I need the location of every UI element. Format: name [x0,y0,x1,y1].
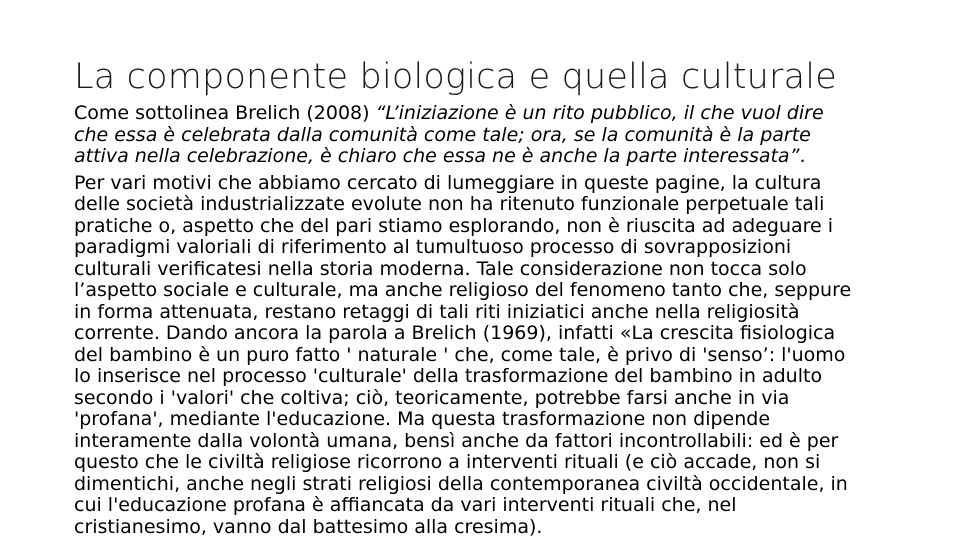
quote-text: che essa è celebrata dalla comunità come tale; ora, se la comunità è la parte [74,123,811,146]
text-line [74,146,944,168]
text-line: interamente dalla volontà umana, bensì anche da fattori incontrollabili: ed è per [74,429,839,452]
quote-text: attiva nella celebrazione, è chiaro che essa ne è anche la parte interessata” [74,145,800,167]
text-line [74,103,944,125]
paragraph-quote-brelich-2008 [74,103,944,168]
slide-body [74,103,944,538]
text-line: culturali verificatesi nella storia moderna. Tale considerazione non tocca solo [74,257,807,280]
text-line: pratiche o, aspetto che del pari stiamo esplorando, non è riuscita ad adeguare i [74,214,834,237]
text-run: Come sottolinea Brelich (2008) [74,102,376,124]
text-line: paradigmi valoriali di riferimento al tumultuoso processo di sovrapposizioni [74,236,792,258]
text-line: secondo i 'valori' che coltiva; ciò, teoricamente, potrebbe farsi anche in via [74,386,790,409]
text-line: 'profana', mediante l'educazione. Ma questa trasformazione non dipende [74,408,771,430]
text-line: Per vari motivi che abbiamo cercato di lumeggiare in queste pagine, la cultura [74,171,822,194]
text-line: dimentichi, anche negli strati religiosi della contemporanea civiltà occidentale, in [74,472,848,495]
text-line: cristianesimo, vanno dal battesimo alla cresima). [74,515,543,538]
text-line: l’aspetto sociale e culturale, ma anche religioso del fenomeno tanto che, seppure [74,279,852,301]
text-line: in forma attenuata, restano retaggi di tali riti iniziatici anche nella religiosità [74,300,800,323]
text-line: lo inserisce nel processo 'culturale' della trasformazione del bambino in adulto [74,365,823,387]
text-line: corrente. Dando ancora la parola a Brelich (1969), infatti «La crescita fisiologica [74,322,836,344]
text-line: delle società industrializzate evolute non ha ritenuto funzionale perpetuale tali [74,193,825,215]
text-line: del bambino è un puro fatto ' naturale ' che, come tale, è privo di 'senso’: l'uomo [74,343,846,366]
quote-text: “L’iniziazione è un rito pubblico, il che vuol dire [375,102,824,124]
text-line: questo che le civiltà religiose ricorrono a interventi rituali (e ciò accade, non si [74,451,821,473]
text-run: . [799,145,806,167]
text-line: cui l'educazione profana è affiancata da vari interventi rituali che, nel [74,494,737,516]
paragraph-main [74,173,944,539]
slide-title: La componente biologica e quella culturale [74,57,837,97]
